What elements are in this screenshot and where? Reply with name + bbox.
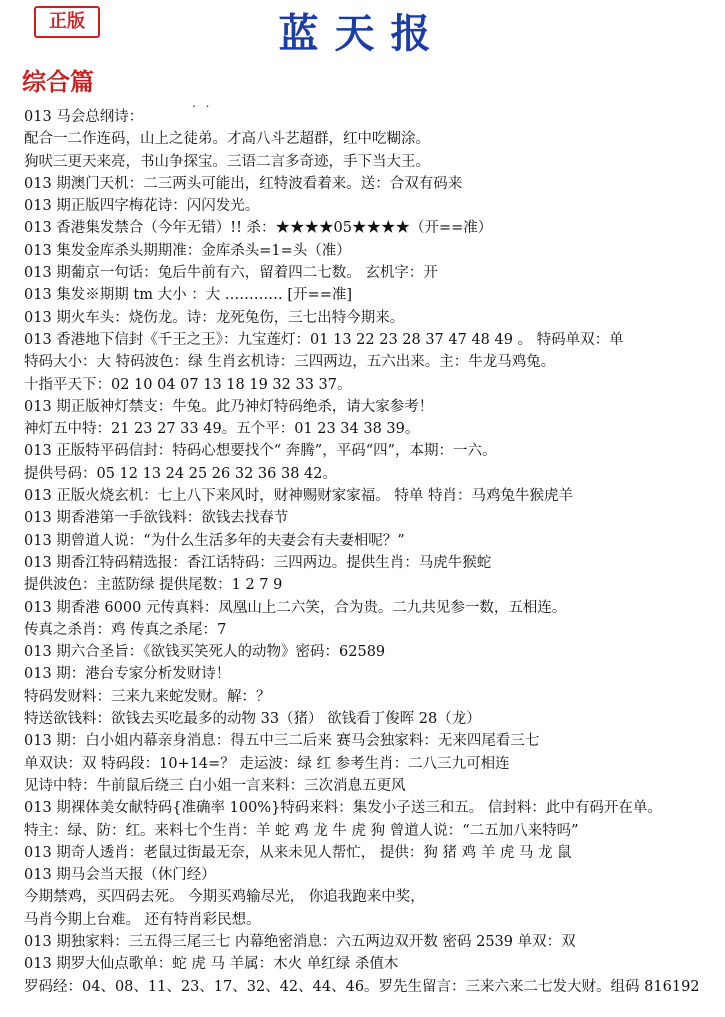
text-line: 013 马会总纲诗： [24, 109, 144, 125]
text-line: 013 期火车头：烧伤龙。诗：龙死兔伤，三七出特今期来。 [24, 309, 405, 326]
text-line: 013 香港地下信封《千王之王》：九宝莲灯：01 13 22 23 28 37 47 48 49 。 特码单双：单 [24, 331, 624, 348]
text-line: 013 期奇人透肖：老鼠过街最无奈，从来未见人帮忙， 提供：狗 猪 鸡 羊 虎 马 龙 鼠 [24, 844, 572, 861]
text-line: 配合一二作连码，山上之徒弟。才高八斗艺超群，红中吃糊涂。 [24, 131, 430, 148]
newspaper-title: 蓝天报 [278, 10, 447, 57]
text-line: 狗吠三更天来亮，书山争探宝。三语二言多奇迹，手下当大王。 [24, 153, 430, 170]
text-line: 013 期六合圣旨：《欲钱买笑死人的动物》密码：62589 [24, 644, 386, 661]
text-line: 传真之杀肖：鸡 传真之杀尾：7 [24, 621, 227, 638]
text-line: 013 期正版神灯禁支：牛兔。此乃神灯特码绝杀，请大家参考！ [24, 398, 434, 415]
text-line: 013 期香港第一手欲钱料：欲钱去找春节 [24, 510, 289, 527]
decorative-dots: . . [192, 96, 213, 110]
text-line: 特码发财料：三来九来蛇发财。解：？ [24, 688, 271, 705]
text-line: 013 期：港台专家分析发财诗！ [24, 666, 231, 683]
text-line: 013 期曾道人说：“为什么生活多年的夫妻会有夫妻相呢？” [24, 532, 405, 549]
text-line: 013 期马会当天报（休门经） [24, 867, 216, 884]
text-line: 013 期罗大仙点歌单：蛇 虎 马 羊属：木火 单红绿 杀值木 [24, 956, 399, 973]
text-line: 今期禁鸡，买四码去死。 今期买鸡输尽光， 你追我跑来中奖， [24, 889, 425, 906]
text-line: 单双诀：双 特码段：10+14=？ 走运波：绿 红 参考生肖：二八三九可相连 [24, 755, 510, 772]
text-line: 特送欲钱料：欲钱去买吃最多的动物 33（猪） 欲钱看丁俊晖 28（龙） [24, 711, 481, 728]
text-line: 提供波色：主蓝防绿 提供尾数：1 2 7 9 [24, 577, 283, 594]
text-line: 见诗中特：牛前鼠后绕三 白小姐一言来料：三次消息五更风 [24, 777, 406, 794]
text-line: 神灯五中特：21 23 27 33 49。五个平：01 23 34 38 39。 [24, 421, 420, 438]
text-line: 提供号码：05 12 13 24 25 26 32 36 38 42。 [24, 465, 337, 482]
text-line: 013 集发※期期 tm 大小 ：大 ………… [开==准] [24, 287, 353, 304]
text-line: 013 正版特平码信封：特码心想要找个“ 奔腾”，平码“四”，本期：一六。 [24, 443, 497, 460]
text-line: 013 香港集发禁合（今年无错）!! 杀：★★★★05★★★★（开==准） [24, 220, 493, 237]
content-lines [24, 106, 718, 998]
text-line: 013 集发金库杀头期期准：金库杀头=1=头（准） [24, 242, 351, 259]
text-line: 013 期葡京一句话：兔后牛前有六，留着四二七数。 玄机字：开 [24, 265, 438, 282]
text-line: 013 期澳门天机：二三两头可能出，红特波看着来。送：合双有码来 [24, 175, 463, 192]
text-line: 十指平天下：02 10 04 07 13 18 19 32 33 37。 [24, 376, 352, 393]
text-line: 013 期香江特码精选报：香江话特码：三四两边。提供生肖：马虎牛猴蛇 [24, 554, 492, 571]
text-line: 特码大小：大 特码波色：绿 生肖玄机诗：三四两边，五六出来。主：牛龙马鸡兔。 [24, 354, 556, 371]
section-heading: 综合篇 [22, 68, 94, 96]
text-line: 特主：绿、防：红。来料七个生肖：羊 蛇 鸡 龙 牛 虎 狗 曾道人说：“二五加八来特吗” [24, 822, 579, 839]
text-line: 马肖今期上台难。 还有特肖彩民想。 [24, 911, 261, 928]
text-line: 013 正版火烧玄机：七上八下来风时，财神赐财家家福。 特单 特肖：马鸡兔牛猴虎羊 [24, 488, 574, 505]
text-line: 013 期：白小姐内幕亲身消息：得五中三二后来 赛马会独家料：无来四尾看三七 [24, 733, 540, 750]
text-line: 013 期香港 6000 元传真料：凤凰山上二六笑，合为贵。二九共见参一数，五相连。 [24, 599, 567, 616]
text-line: 013 期独家料：三五得三尾三七 内幕绝密消息：六五两边双开数 密码 2539 单双：双 [24, 933, 576, 950]
text-line: 013 期正版四字梅花诗：闪闪发光。 [24, 198, 260, 215]
text-line: 罗码经：04、08、11、23、17、32、42、44、46。罗先生留言：三来六来二七发大财。组码 816192 [24, 978, 700, 995]
text-line: 013 期裸体美女献特码{准确率 100%}特码来料：集发小子送三和五。 信封料：此中有码开在单。 [24, 800, 662, 817]
official-edition-badge: 正版 [34, 6, 100, 38]
